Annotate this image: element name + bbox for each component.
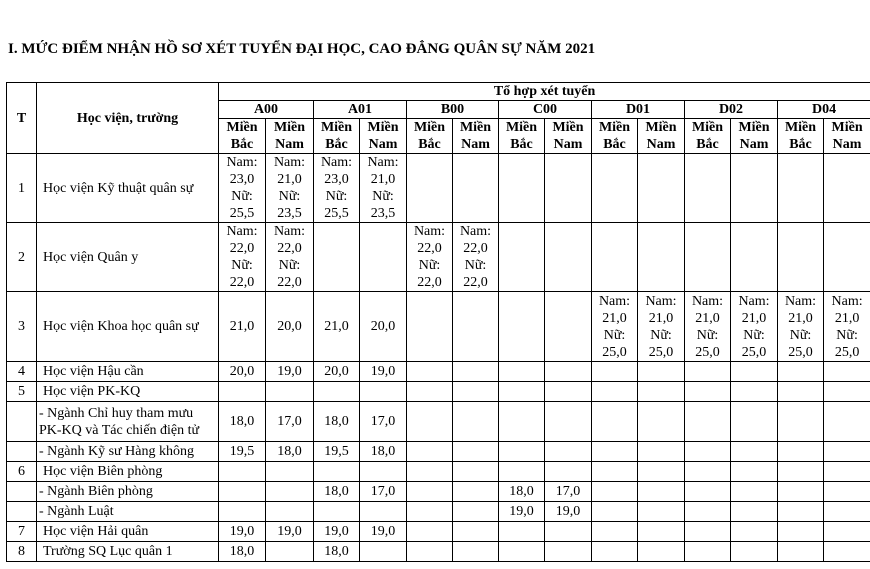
score-d02-south [731, 482, 778, 502]
row-number: 6 [7, 462, 37, 482]
score-a01-north: 20,0 [314, 362, 360, 382]
header-combination-group: Tổ hợp xét tuyển [219, 83, 870, 101]
score-b00-south: Nam: 22,0 Nữ: 22,0 [453, 223, 499, 292]
score-a01-south: 17,0 [360, 482, 407, 502]
header-south: Miền Nam [638, 119, 685, 154]
score-d02-south [731, 382, 778, 402]
header-north: Miền Bắc [314, 119, 360, 154]
header-north: Miền Bắc [499, 119, 545, 154]
score-c00-north [499, 223, 545, 292]
school-name: Học viện Biên phòng [37, 462, 219, 482]
score-c00-north: 18,0 [499, 482, 545, 502]
score-a01-north [314, 382, 360, 402]
table-row [7, 462, 870, 482]
score-b00-north: Nam: 22,0 Nữ: 22,0 [407, 223, 453, 292]
score-a01-south: 20,0 [360, 292, 407, 362]
score-b00-north [407, 542, 453, 562]
score-d04-north: Nam: 21,0 Nữ: 25,0 [778, 292, 824, 362]
row-number: 8 [7, 542, 37, 562]
row-number: 5 [7, 382, 37, 402]
score-c00-north: 19,0 [499, 502, 545, 522]
score-d02-south [731, 154, 778, 223]
school-name: Học viện Quân y [37, 223, 219, 292]
score-c00-south [545, 362, 592, 382]
score-d01-north [592, 382, 638, 402]
score-a01-south: 19,0 [360, 362, 407, 382]
score-b00-south [453, 382, 499, 402]
score-d01-north [592, 223, 638, 292]
score-d01-south [638, 482, 685, 502]
score-d01-north [592, 482, 638, 502]
score-b00-north [407, 154, 453, 223]
score-d01-south [638, 382, 685, 402]
score-a00-north [219, 482, 266, 502]
score-a01-north: Nam: 23,0 Nữ: 25,5 [314, 154, 360, 223]
header-combo-b00: B00 [407, 101, 499, 119]
score-a01-south [360, 223, 407, 292]
score-d02-south: Nam: 21,0 Nữ: 25,0 [731, 292, 778, 362]
header-south: Miền Nam [360, 119, 407, 154]
score-b00-south [453, 462, 499, 482]
score-a01-south: 19,0 [360, 522, 407, 542]
score-a00-south [266, 542, 314, 562]
score-d04-north [778, 402, 824, 442]
table-row [7, 522, 870, 542]
score-d04-north [778, 362, 824, 382]
score-a00-south [266, 482, 314, 502]
score-d04-south: Nam: 21,0 Nữ: 25,0 [824, 292, 870, 362]
score-d04-south [824, 462, 870, 482]
score-a00-north [219, 502, 266, 522]
school-name: Trường SQ Lục quân 1 [37, 542, 219, 562]
school-name: - Ngành Kỹ sư Hàng không [37, 442, 219, 462]
score-d04-north [778, 482, 824, 502]
score-a00-north: 20,0 [219, 362, 266, 382]
score-d01-north [592, 442, 638, 462]
score-a01-north [314, 502, 360, 522]
header-south: Miền Nam [545, 119, 592, 154]
row-number [7, 402, 37, 442]
score-c00-north [499, 382, 545, 402]
score-c00-south [545, 462, 592, 482]
school-name: - Ngành Luật [37, 502, 219, 522]
score-d02-north [685, 462, 731, 482]
score-d01-north [592, 542, 638, 562]
admission-score-table [6, 82, 870, 562]
score-d04-south [824, 362, 870, 382]
score-c00-north [499, 542, 545, 562]
score-d04-south [824, 542, 870, 562]
header-combo-a01: A01 [314, 101, 407, 119]
score-b00-south [453, 502, 499, 522]
table-row [7, 442, 870, 462]
page-title: I. MỨC ĐIỂM NHẬN HỒ SƠ XÉT TUYỂN ĐẠI HỌC, CAO ĐẲNG QUÂN SỰ NĂM 2021 [8, 41, 596, 57]
score-a01-south: Nam: 21,0 Nữ: 23,5 [360, 154, 407, 223]
row-number: 3 [7, 292, 37, 362]
score-a00-south: 19,0 [266, 522, 314, 542]
score-c00-south: 19,0 [545, 502, 592, 522]
score-a01-south [360, 382, 407, 402]
score-d01-south [638, 442, 685, 462]
table-row [7, 482, 870, 502]
table-row [7, 382, 870, 402]
score-a00-north [219, 462, 266, 482]
row-number [7, 482, 37, 502]
score-d02-north [685, 154, 731, 223]
score-b00-north [407, 502, 453, 522]
score-a00-south: Nam: 22,0 Nữ: 22,0 [266, 223, 314, 292]
score-c00-north [499, 522, 545, 542]
table-row [7, 502, 870, 522]
score-d01-south [638, 402, 685, 442]
score-d02-south [731, 522, 778, 542]
score-d01-south [638, 542, 685, 562]
score-d01-south [638, 522, 685, 542]
score-b00-south [453, 362, 499, 382]
score-c00-south [545, 542, 592, 562]
header-north: Miền Bắc [685, 119, 731, 154]
score-c00-north [499, 462, 545, 482]
score-d04-south [824, 442, 870, 462]
school-name: Học viện Hải quân [37, 522, 219, 542]
score-a00-south: 20,0 [266, 292, 314, 362]
score-a01-south: 17,0 [360, 402, 407, 442]
header-north: Miền Bắc [592, 119, 638, 154]
header-north: Miền Bắc [407, 119, 453, 154]
row-number: 1 [7, 154, 37, 223]
header-combo-d02: D02 [685, 101, 778, 119]
score-d04-north [778, 502, 824, 522]
score-a01-south [360, 502, 407, 522]
score-b00-north [407, 482, 453, 502]
header-north: Miền Bắc [778, 119, 824, 154]
score-d02-south [731, 462, 778, 482]
score-c00-north [499, 362, 545, 382]
header-t: T [7, 83, 37, 154]
score-a01-north: 19,5 [314, 442, 360, 462]
score-b00-north [407, 442, 453, 462]
header-school: Học viện, trường [37, 83, 219, 154]
header-south: Miền Nam [453, 119, 499, 154]
score-c00-north [499, 292, 545, 362]
score-a00-south [266, 502, 314, 522]
score-b00-south [453, 542, 499, 562]
score-a00-south [266, 382, 314, 402]
score-a00-north: 21,0 [219, 292, 266, 362]
score-d02-south [731, 502, 778, 522]
score-d02-north [685, 362, 731, 382]
school-name: - Ngành Chỉ huy tham mưu PK-KQ và Tác chiến điện tử [37, 402, 219, 442]
score-c00-south [545, 382, 592, 402]
score-d04-north [778, 442, 824, 462]
score-a01-north [314, 223, 360, 292]
score-d01-north: Nam: 21,0 Nữ: 25,0 [592, 292, 638, 362]
score-a00-south: 17,0 [266, 402, 314, 442]
score-d02-north: Nam: 21,0 Nữ: 25,0 [685, 292, 731, 362]
header-north: Miền Bắc [219, 119, 266, 154]
score-b00-north [407, 362, 453, 382]
table-row [7, 362, 870, 382]
score-d01-north [592, 362, 638, 382]
score-d01-south: Nam: 21,0 Nữ: 25,0 [638, 292, 685, 362]
score-c00-south [545, 522, 592, 542]
score-d02-north [685, 382, 731, 402]
table-row [7, 542, 870, 562]
score-d02-south [731, 362, 778, 382]
score-d02-north [685, 402, 731, 442]
score-a01-south [360, 462, 407, 482]
school-name: Học viện Khoa học quân sự [37, 292, 219, 362]
school-name: - Ngành Biên phòng [37, 482, 219, 502]
score-a00-north: 19,0 [219, 522, 266, 542]
header-south: Miền Nam [266, 119, 314, 154]
score-d02-north [685, 482, 731, 502]
score-b00-south [453, 154, 499, 223]
school-name: Học viện PK-KQ [37, 382, 219, 402]
school-name: Học viện Kỹ thuật quân sự [37, 154, 219, 223]
score-c00-south [545, 223, 592, 292]
header-combo-c00: C00 [499, 101, 592, 119]
score-d02-south [731, 402, 778, 442]
score-d01-south [638, 154, 685, 223]
header-combo-a00: A00 [219, 101, 314, 119]
table-row [7, 292, 870, 362]
score-b00-north [407, 382, 453, 402]
score-d01-south [638, 502, 685, 522]
score-c00-south [545, 402, 592, 442]
score-b00-north [407, 402, 453, 442]
score-d02-north [685, 442, 731, 462]
score-d04-south [824, 482, 870, 502]
score-d04-north [778, 223, 824, 292]
score-d02-north [685, 522, 731, 542]
score-d01-north [592, 402, 638, 442]
score-b00-south [453, 522, 499, 542]
row-number: 2 [7, 223, 37, 292]
row-number [7, 442, 37, 462]
score-d04-north [778, 542, 824, 562]
score-c00-north [499, 442, 545, 462]
score-a00-south: Nam: 21,0 Nữ: 23,5 [266, 154, 314, 223]
score-c00-south [545, 442, 592, 462]
table-row [7, 223, 870, 292]
score-d02-south [731, 542, 778, 562]
score-b00-south [453, 442, 499, 462]
row-number [7, 502, 37, 522]
score-d04-north [778, 462, 824, 482]
score-a01-north: 21,0 [314, 292, 360, 362]
score-d02-north [685, 502, 731, 522]
score-d01-south [638, 462, 685, 482]
score-a01-north: 18,0 [314, 482, 360, 502]
score-d04-north [778, 154, 824, 223]
score-b00-south [453, 482, 499, 502]
score-a01-south: 18,0 [360, 442, 407, 462]
score-a00-north: 18,0 [219, 542, 266, 562]
score-d01-north [592, 154, 638, 223]
score-d02-north [685, 542, 731, 562]
table-row [7, 402, 870, 442]
score-c00-north [499, 154, 545, 223]
score-c00-north [499, 402, 545, 442]
score-d01-south [638, 223, 685, 292]
score-d04-north [778, 382, 824, 402]
score-a00-south [266, 462, 314, 482]
score-d01-north [592, 502, 638, 522]
row-number: 4 [7, 362, 37, 382]
score-a01-north [314, 462, 360, 482]
score-b00-north [407, 522, 453, 542]
score-d04-south [824, 223, 870, 292]
score-d02-south [731, 442, 778, 462]
score-b00-south [453, 292, 499, 362]
header-south: Miền Nam [824, 119, 870, 154]
score-b00-north [407, 292, 453, 362]
score-a00-north: Nam: 22,0 Nữ: 22,0 [219, 223, 266, 292]
score-d02-south [731, 223, 778, 292]
row-number: 7 [7, 522, 37, 542]
score-a01-south [360, 542, 407, 562]
score-a01-north: 18,0 [314, 402, 360, 442]
score-c00-south [545, 154, 592, 223]
score-a00-north [219, 382, 266, 402]
score-a00-north: Nam: 23,0 Nữ: 25,5 [219, 154, 266, 223]
score-d04-north [778, 522, 824, 542]
header-combo-d01: D01 [592, 101, 685, 119]
table-row [7, 154, 870, 223]
score-d02-north [685, 223, 731, 292]
score-c00-south: 17,0 [545, 482, 592, 502]
score-d01-north [592, 522, 638, 542]
school-name: Học viện Hậu cần [37, 362, 219, 382]
header-south: Miền Nam [731, 119, 778, 154]
score-c00-south [545, 292, 592, 362]
score-d04-south [824, 502, 870, 522]
score-d04-south [824, 522, 870, 542]
score-a00-north: 19,5 [219, 442, 266, 462]
score-d01-north [592, 462, 638, 482]
score-a01-north: 19,0 [314, 522, 360, 542]
score-d04-south [824, 382, 870, 402]
score-b00-north [407, 462, 453, 482]
score-d04-south [824, 154, 870, 223]
score-a00-south: 18,0 [266, 442, 314, 462]
score-a00-north: 18,0 [219, 402, 266, 442]
score-d04-south [824, 402, 870, 442]
score-d01-south [638, 362, 685, 382]
header-combo-d04: D04 [778, 101, 870, 119]
score-a01-north: 18,0 [314, 542, 360, 562]
score-b00-south [453, 402, 499, 442]
score-a00-south: 19,0 [266, 362, 314, 382]
